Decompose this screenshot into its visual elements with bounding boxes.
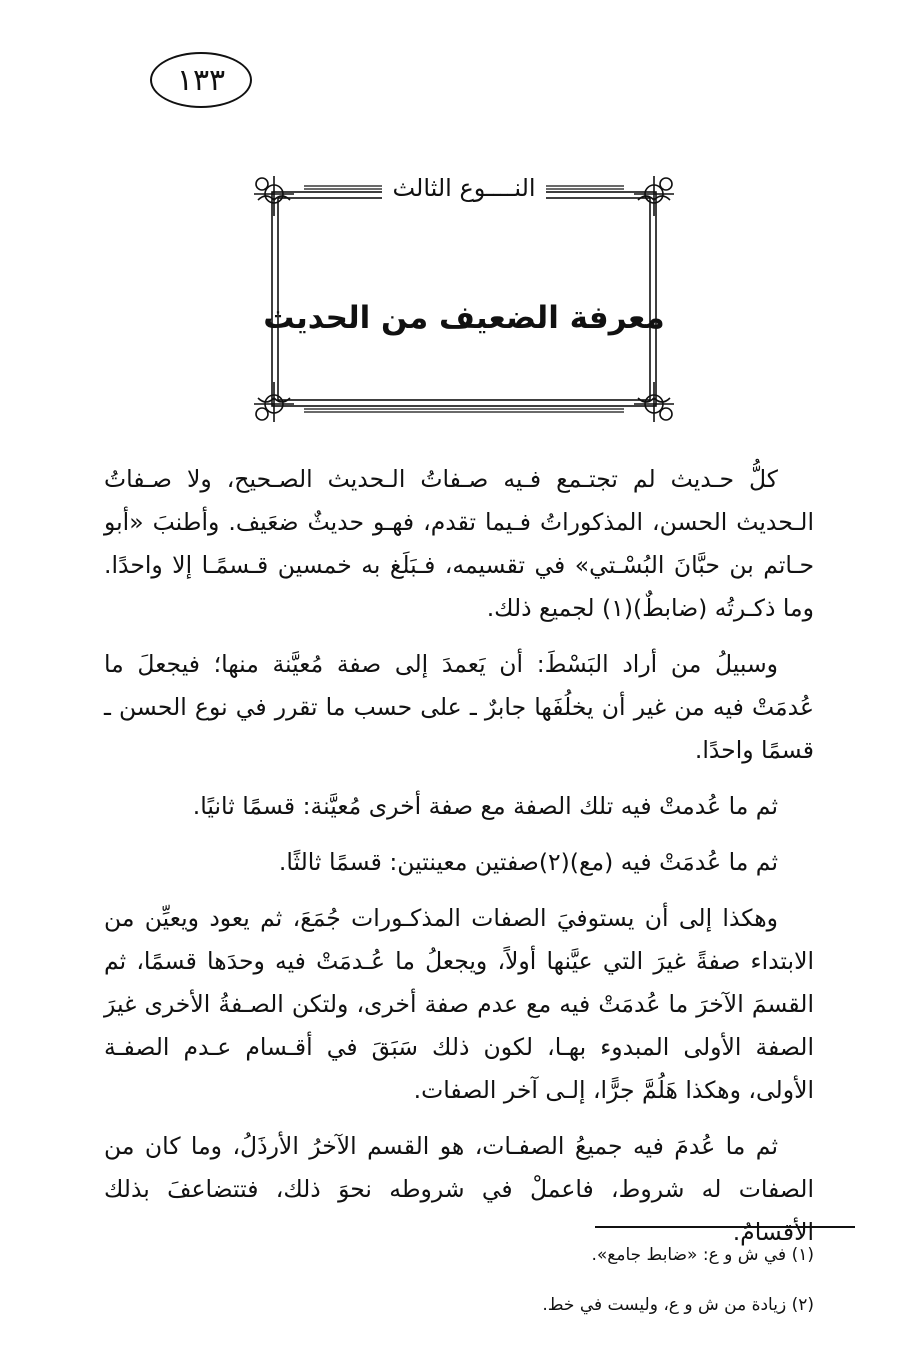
footnote-divider [595, 1226, 855, 1228]
paragraph: كلُّ حـديث لم تجتـمع فـيه صـفاتُ الـحديث الصـحيح، ولا صـفاتُ الـحديث الحسن، المذكوراتُ فـيما تقدم، فهـو حديثٌ ضعَيف. وأطنبَ «أبو حـاتم بن حبَّانَ البُسْـتي» في تقسيمه، فـبَلَغ به خمسين قـسمًـا إلا واحدًا. وما ذكـرتُه (ضابطٌ)(١) لجميع ذلك. [104, 465, 814, 622]
corner-ornament-bottom-left [254, 382, 294, 422]
page-number: ١٣٣ [150, 52, 252, 108]
footnotes [104, 1240, 814, 1340]
chapter-title-frame [244, 170, 684, 428]
paragraph: ثم ما عُدمَتْ فيه (مع)(٢)صفتين معينتين: قسمًا ثالثًا. [278, 848, 778, 876]
paragraph: ثم ما عُدمَ فيه جميعُ الصفـات، هو القسم الآخرُ الأرذَلُ، وما كان من الصفات له شروط، فاعملْ في شروطه نحوَ ذلك، فتتضاعفَ بذلك الأقسامُ. [104, 1132, 814, 1246]
chapter-label: النــــوع الثالث [382, 174, 545, 202]
corner-ornament-bottom-right [634, 382, 674, 422]
paragraph: ثم ما عُدمتْ فيه تلك الصفة مع صفة أخرى مُعيَّنة: قسمًا ثانيًا. [192, 792, 778, 820]
footnote: (٢) زيادة من ش و ع، وليست في خط. [542, 1295, 814, 1315]
ornamental-border [244, 170, 684, 428]
footnote: (١) في ش و ع: «ضابط جامع». [591, 1245, 814, 1265]
paragraph: وهكذا إلى أن يستوفيَ الصفات المذكـورات جُمَعَ، ثم يعود ويعيِّن من الابتداء صفةً غيرَ التي عيَّنها أولاً، ويجعلُ ما عُـدمَتْ فيه وحدَها قسمًا، ثم القسمَ الآخرَ ما عُدمَتْ فيه مع عدم صفة أخرى، ولتكن الصـفةُ الأخرى غيرَ الصفة الأولى المبدوء بهـا، لكون ذلك سَبَقَ في أقـسام عـدم الصفـة الأولى، وهكذا هَلُمَّ جرًّا، إلـى آخر الصفات. [104, 904, 814, 1104]
body-text [104, 458, 814, 1267]
chapter-title: معرفة الضعيف من الحديث [263, 300, 665, 336]
paragraph: وسبيلُ من أراد البَسْطَ: أن يَعمدَ إلى صفة مُعيَّنة منها؛ فيجعلَ ما عُدمَتْ فيه من غير أن يخلُفَها جابرٌ ـ على حسب ما تقرر في نوع الحسن ـ قسمًا واحدًا. [104, 650, 814, 764]
